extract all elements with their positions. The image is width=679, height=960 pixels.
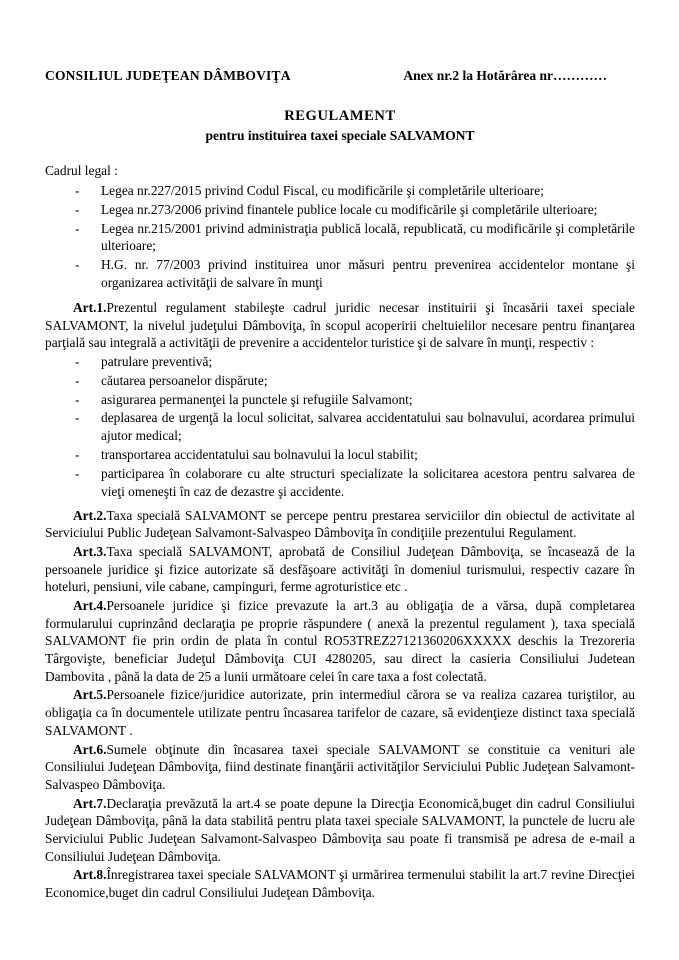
article-1-list <box>45 353 635 501</box>
document-header <box>45 68 635 84</box>
article-4-text: Persoanele juridice şi fizice prevazute la art.3 au obligaţia de a vărsa, după completarea formularului cuprinzând declaraţia pe proprie răspundere ( anexă la prezentul regulament ), taxa specială SALVAMONT fie prin ordin de plata în contul RO53TREZ27121360206XXXXX deschis la Trezoreria Târgovişte, beneficiar Judeţul Dâmboviţa CUI 4280205, sau direct la casieria Consiliului Judetean Dambovita , până la data de 25 a lunii următoare celei în care taxa a fost colectată. <box>45 598 635 684</box>
article-2 <box>45 507 635 542</box>
article-5-text: Persoanele fizice/juridice autorizate, prin intermediul cărora se va realiza cazarea turiştilor, au obligaţia ca în documentele utilizate pentru încasarea tarifelor de cazare, să evidenţieze distinct taxa specială SALVAMONT . <box>45 687 635 738</box>
article-1-paragraph <box>45 299 635 352</box>
article-1-label: Art.1. <box>73 299 107 315</box>
list-item: - H.G. nr. 77/2003 privind instituirea unor măsuri pentru prevenirea accidentelor montane şi organizarea activităţii de salvare în munţi <box>75 256 635 292</box>
article-8-text: Înregistrarea taxei speciale SALVAMONT şi urmărirea termenului stabilit la art.7 revine Direcţiei Economice,buget din cadrul Consiliului Judeţean Dâmboviţa. <box>45 867 635 901</box>
legal-framework-heading: Cadrul legal : <box>45 163 118 178</box>
annex-reference: Anex nr.2 la Hotărârea nr………… <box>403 68 607 83</box>
legal-framework-list <box>45 182 635 292</box>
article-2-text: Taxa specială SALVAMONT se percepe pentru prestarea serviciilor din obiectul de activitate al Serviciului Public Judeţean Salvamont-Salvaspeo Dâmboviţa în condiţiile prezentului Regulament. <box>45 507 635 541</box>
article-1 <box>45 299 635 501</box>
article-3 <box>45 543 635 596</box>
list-item: - Legea nr.227/2015 privind Codul Fiscal, cu modificările şi completările ulterioare; <box>75 182 635 200</box>
title-block <box>45 108 635 144</box>
document-content <box>45 68 635 903</box>
article-6-text: Sumele obţinute din încasarea taxei speciale SALVAMONT se constituie ca venituri ale Consiliului Judeţean Dâmboviţa, fiind destinate finanţării activităţilor Serviciului Public Judeţean Salvamont-Salvaspeo Dâmboviţa. <box>45 741 635 792</box>
article-3-text: Taxa specială SALVAMONT, aprobată de Consiliul Judeţean Dâmboviţa, se încasează de la persoanele juridice şi fizice autorizate să desfăşoare activităţi în domeniul turismului, respectiv cazare în hoteluri, pensiuni, vile cabane, campinguri, ferme agroturistice etc . <box>45 543 635 595</box>
document-subtitle: pentru instituirea taxei speciale SALVAMONT <box>205 128 475 143</box>
article-5-label: Art.5. <box>73 687 107 703</box>
list-item: - căutarea persoanelor dispărute; <box>75 372 635 390</box>
article-3-label: Art.3. <box>73 543 107 559</box>
list-item: - Legea nr.273/2006 privind finantele publice locale cu modificările şi completările ulterioare; <box>75 201 635 219</box>
list-item: - Legea nr.215/2001 privind administraţia publică locală, republicată, cu modificările şi completările ulterioare; <box>75 220 635 256</box>
article-7 <box>45 795 635 866</box>
article-8-label: Art.8. <box>73 867 107 883</box>
article-2-label: Art.2. <box>73 507 107 523</box>
article-7-label: Art.7. <box>73 795 107 811</box>
list-item: - transportarea accidentatului sau bolnavului la locul stabilit; <box>75 446 635 464</box>
article-4-label: Art.4. <box>73 598 107 614</box>
article-4 <box>45 597 635 685</box>
article-1-text: Prezentul regulament stabileşte cadrul juridic necesar instituirii şi încasării taxei speciale SALVAMONT, la nivelul judeţului Dâmboviţa, în scopul acoperirii cheltuielilor necesare pentru finanţarea parţială sau integrală a activităţii de prevenire a accidentelor turistice şi de salvare în munţi, respectiv : <box>45 299 635 351</box>
list-item: - asigurarea permanenţei la punctele şi refugiile Salvamont; <box>75 391 635 409</box>
article-7-text: Declaraţia prevăzută la art.4 se poate depune la Direcţia Economică,buget din cadrul Consiliului Judeţean Dâmboviţa, până la data stabilită pentru plata taxei speciale SALVAMONT, la punctele de lucru ale Serviciului Public Judeţean Salvamont-Salvaspeo Dâmboviţa sau poate fi transmisă pe adresa de e-mail a Consiliului Judeţean Dâmboviţa. <box>45 795 635 864</box>
list-item: - patrulare preventivă; <box>75 353 635 371</box>
article-6 <box>45 741 635 794</box>
article-6-label: Art.6. <box>73 741 107 757</box>
document-title: REGULAMENT <box>284 108 396 124</box>
organization-name: CONSILIUL JUDEŢEAN DÂMBOVIŢA <box>45 68 291 83</box>
article-5 <box>45 686 635 739</box>
list-item: - participarea în colaborare cu alte structuri specializate la solicitarea acestora pentru salvarea de vieţi omeneşti în caz de dezastre şi accidente. <box>75 465 635 501</box>
article-8 <box>45 866 635 901</box>
list-item: - deplasarea de urgenţă la locul solicitat, salvarea accidentatului sau bolnavului, acordarea primului ajutor medical; <box>75 409 635 445</box>
